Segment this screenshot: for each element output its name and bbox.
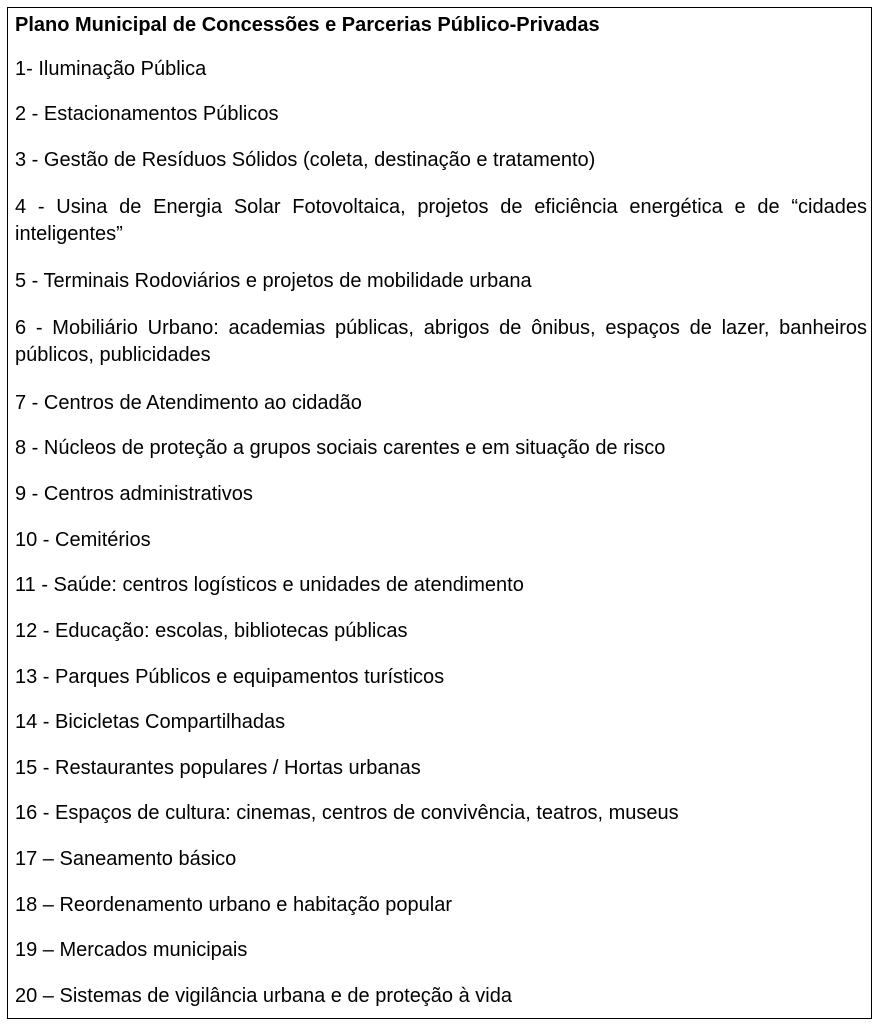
list-item: 1- Iluminação Pública <box>15 58 207 80</box>
list-item: 4 - Usina de Energia Solar Fotovoltaica, projetos de eficiência energética e de “cidades inteligentes” <box>15 196 867 245</box>
list-item: 13 - Parques Públicos e equipamentos turísticos <box>15 666 445 688</box>
list-item: 18 – Reordenamento urbano e habitação popular <box>15 894 452 916</box>
list-item: 7 - Centros de Atendimento ao cidadão <box>15 392 362 414</box>
list-item: 11 - Saúde: centros logísticos e unidades de atendimento <box>15 574 524 596</box>
list-item: 19 – Mercados municipais <box>15 939 248 961</box>
list-item: 2 - Estacionamentos Públicos <box>15 103 279 125</box>
list-item: 12 - Educação: escolas, bibliotecas públicas <box>15 620 408 642</box>
list-item: 16 - Espaços de cultura: cinemas, centros de convivência, teatros, museus <box>15 802 679 824</box>
list-item: 8 - Núcleos de proteção a grupos sociais carentes e em situação de risco <box>15 437 666 459</box>
list-item: 10 - Cemitérios <box>15 529 151 551</box>
list-item: 17 – Saneamento básico <box>15 848 237 870</box>
list-item: 6 - Mobiliário Urbano: academias públicas, abrigos de ônibus, espaços de lazer, banheiros públicos, publicidades <box>15 317 867 366</box>
list-item: 14 - Bicicletas Compartilhadas <box>15 711 286 733</box>
list-item: 5 - Terminais Rodoviários e projetos de mobilidade urbana <box>15 270 532 292</box>
document-title: Plano Municipal de Concessões e Parcerias Público-Privadas <box>15 14 600 36</box>
list-item: 15 - Restaurantes populares / Hortas urbanas <box>15 757 421 779</box>
list-item: 20 – Sistemas de vigilância urbana e de proteção à vida <box>15 985 512 1007</box>
list-item: 9 - Centros administrativos <box>15 483 253 505</box>
list-item: 3 - Gestão de Resíduos Sólidos (coleta, destinação e tratamento) <box>15 149 596 171</box>
